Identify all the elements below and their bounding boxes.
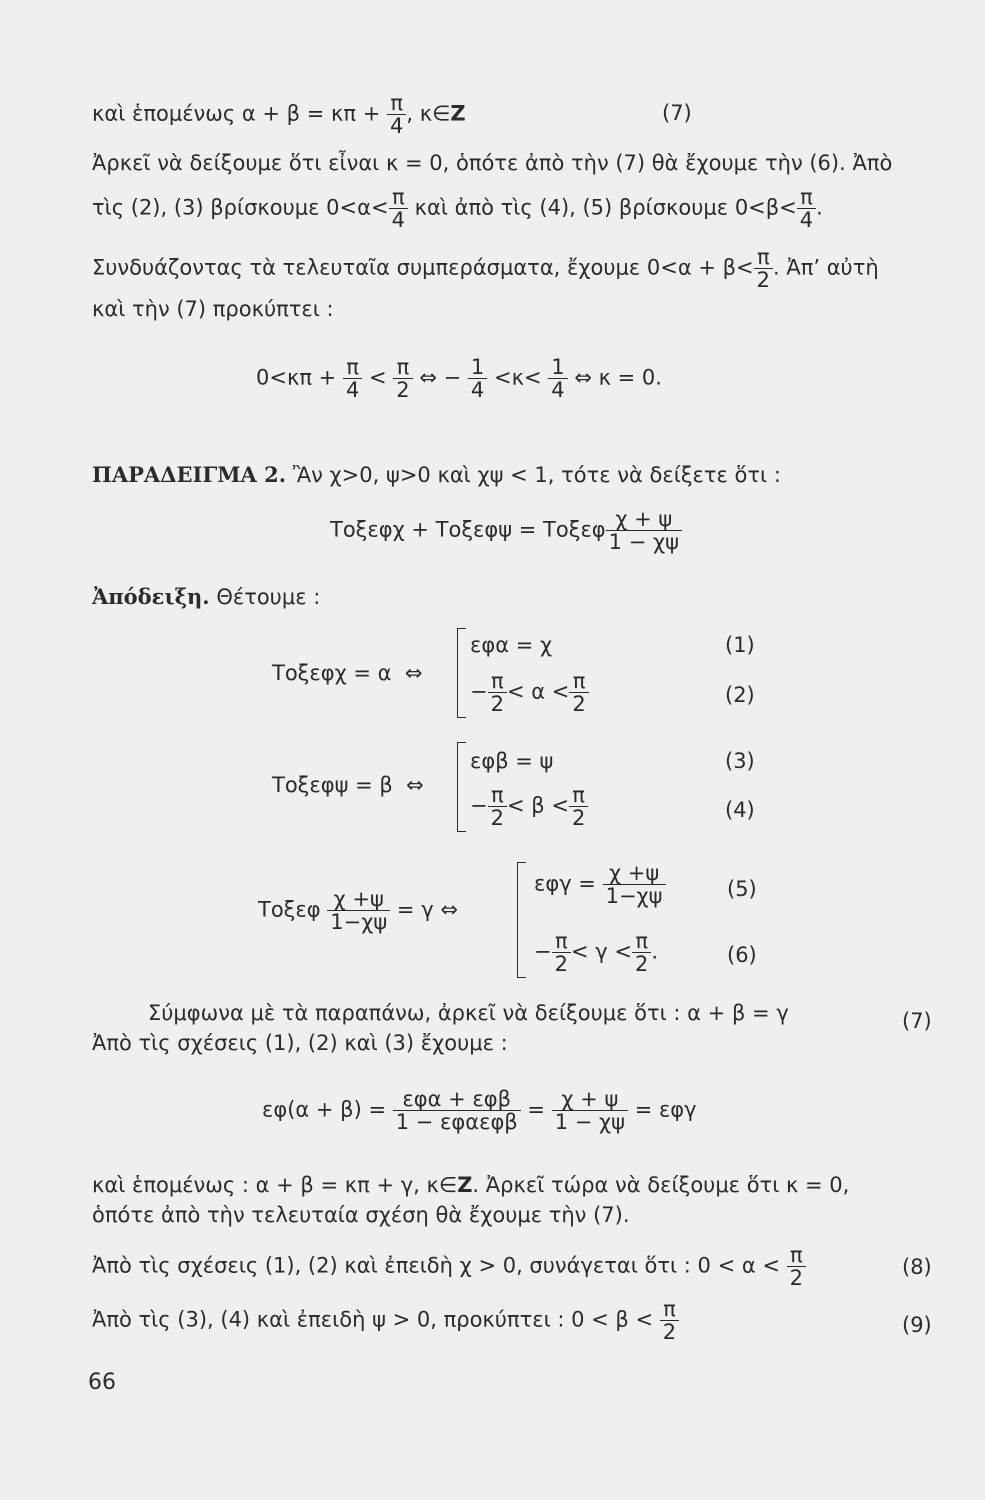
num: 1 (548, 356, 567, 379)
paragraph-line-3 (92, 1172, 849, 1198)
iff-symbol: ⇔ (404, 661, 423, 685)
num: π (343, 356, 362, 379)
fraction (603, 862, 666, 907)
text: Ἂν χ>0, ψ>0 καὶ χψ < 1, τότε νὰ δείξετε ὅτι : (292, 463, 781, 487)
text: = γ (396, 897, 434, 922)
calc-equation (262, 1088, 697, 1133)
den: 4 (799, 208, 814, 232)
text: καὶ ἑπομένως : α + β = κπ + γ, κ∈ (92, 1173, 458, 1197)
den: 2 (634, 952, 649, 976)
system-2-row-1: εφβ = ψ (470, 749, 554, 773)
display-equation-k-zero (256, 356, 662, 401)
left-brace (457, 742, 458, 832)
text: − (470, 793, 488, 818)
equation-number-4: (4) (725, 798, 755, 822)
text: . (651, 939, 659, 964)
num: π (488, 670, 507, 693)
line-2: Ἀρκεῖ νὰ δείξουμε ὅτι εἶναι κ = 0, ὁπότε ἀπὸ τὴν (7) θὰ ἔχουμε τὴν (6). Ἀπὸ (92, 151, 893, 175)
fraction (787, 1244, 806, 1289)
den: 2 (396, 378, 410, 402)
equation-number-3: (3) (725, 749, 755, 773)
den: 4 (345, 378, 360, 402)
paragraph-line-1: Σύμφωνα μὲ τὰ παραπάνω, ἀρκεῖ νὰ δείξουμε ὅτι : α + β = γ (148, 1001, 789, 1025)
proof-label: Ἀπόδειξη. (92, 584, 210, 609)
fraction (606, 508, 682, 553)
fraction (393, 1088, 521, 1133)
num: π (389, 186, 408, 209)
fraction-pi-4 (797, 186, 816, 231)
den: 1−χψ (605, 884, 663, 908)
text: Τοξεφψ = β (272, 773, 393, 797)
text: τὶς (2), (3) βρίσκουμε 0<α< (92, 195, 389, 220)
example-label: ΠΑΡΑΔΕΙΓΜΑ 2. (92, 462, 287, 487)
num: π (660, 1298, 679, 1321)
text: καὶ ἀπὸ τὶς (4), (5) βρίσκουμε 0<β< (407, 195, 797, 220)
den: 4 (390, 114, 404, 138)
num: π (754, 246, 773, 269)
equation-number-1: (1) (725, 633, 755, 657)
text: ⇔ − (419, 365, 462, 390)
num: χ +ψ (327, 888, 390, 911)
system-3-row-2 (534, 930, 658, 975)
text: < (369, 365, 387, 390)
iff-symbol: ⇔ (440, 897, 458, 922)
text: < β < (506, 793, 569, 818)
num: χ + ψ (606, 508, 682, 531)
den: 4 (470, 378, 485, 402)
text: Θέτουμε : (216, 585, 321, 609)
text: Ἀπὸ τὶς (3), (4) καὶ ἐπειδὴ ψ > 0, προκύπτει : 0 < β < (92, 1307, 654, 1332)
line-1 (92, 92, 466, 137)
proof-heading (92, 584, 320, 610)
page-number: 66 (88, 1370, 116, 1395)
fraction (343, 356, 362, 401)
equation-number-5: (5) (727, 877, 757, 901)
fraction (569, 670, 588, 715)
num: π (569, 784, 588, 807)
equation-number-8: (8) (902, 1255, 932, 1279)
text: < γ < (570, 939, 632, 964)
den: 4 (551, 378, 565, 402)
fraction (468, 356, 487, 401)
num: 1 (468, 356, 487, 379)
num: π (387, 92, 406, 115)
den: 1 − χψ (608, 530, 679, 554)
example-2-heading (92, 462, 781, 488)
system-1-lhs (272, 660, 422, 686)
line-4 (92, 246, 879, 291)
text: < α < (506, 679, 570, 704)
paragraph-line-4: ὁπότε ἀπὸ τὴν τελευταία σχέση θὰ ἔχουμε τὴν (7). (92, 1203, 630, 1227)
fraction-pi-4 (389, 186, 408, 231)
line-3 (92, 186, 823, 231)
text: . (816, 195, 823, 220)
num: εφα + εφβ (393, 1088, 521, 1111)
fraction (327, 888, 390, 933)
system-1-row-2 (470, 670, 589, 715)
fraction (569, 784, 588, 829)
num: χ +ψ (603, 862, 666, 885)
fraction (660, 1298, 679, 1343)
system-3-row-1 (534, 862, 666, 907)
equation-number-9: (9) (902, 1313, 932, 1337)
text: − (470, 679, 488, 704)
system-2-lhs (272, 772, 424, 798)
den: 2 (756, 268, 770, 292)
num: π (787, 1244, 806, 1267)
text: = εφγ (634, 1097, 697, 1122)
fraction (552, 930, 571, 975)
integers-symbol: Z (450, 101, 466, 126)
text: . Ἀρκεῖ τώρα νὰ δείξουμε ὅτι κ = 0, (472, 1173, 850, 1197)
system-1-row-1: εφα = χ (470, 633, 553, 657)
den: 2 (490, 806, 504, 830)
num: χ + ψ (552, 1088, 628, 1111)
fraction-pi-4 (387, 92, 406, 137)
integers-symbol: Z (457, 1173, 473, 1197)
text: Ἀπὸ τὶς σχέσεις (1), (2) καὶ ἐπειδὴ χ > 0, συνάγεται ὅτι : 0 < α < (92, 1253, 780, 1278)
text: = (527, 1097, 546, 1122)
text: Τοξεφχ = α (272, 661, 392, 685)
text: Τοξεφχ + Τοξεφψ = Τοξεφ (330, 517, 606, 542)
paragraph-line-2: Ἀπὸ τὶς σχέσεις (1), (2) καὶ (3) ἔχουμε : (92, 1031, 508, 1055)
fraction-pi-2 (754, 246, 773, 291)
fraction (552, 1088, 628, 1133)
num: π (552, 930, 571, 953)
fraction (488, 784, 507, 829)
num: π (797, 186, 816, 209)
text: , κ∈ (406, 101, 451, 126)
system-2-row-2 (470, 784, 588, 829)
den: 1−χψ (330, 910, 388, 934)
claim-equation (330, 508, 682, 553)
iff-symbol: ⇔ (406, 773, 424, 797)
paragraph-line-6 (92, 1298, 679, 1343)
line-5: καὶ τὴν (7) προκύπτει : (92, 297, 334, 321)
num: π (488, 784, 507, 807)
text: εφγ = (534, 871, 596, 896)
text: <κ< (493, 365, 542, 390)
text: . Ἀπ’ αὐτὴ (773, 255, 879, 280)
den: 2 (554, 952, 568, 976)
den: 2 (572, 692, 586, 716)
den: 2 (571, 806, 586, 830)
equation-number-2: (2) (725, 683, 755, 707)
paragraph-line-5 (92, 1244, 806, 1289)
text: ⇔ κ = 0. (574, 365, 662, 390)
fraction (488, 670, 507, 715)
text: εφ(α + β) = (262, 1097, 387, 1122)
den: 1 − χψ (554, 1110, 625, 1134)
num: π (632, 930, 651, 953)
den: 2 (490, 692, 504, 716)
den: 1 − εφαεφβ (395, 1110, 518, 1134)
equation-number-7b: (7) (902, 1009, 932, 1033)
text: καὶ ἑπομένως α + β = κπ + (92, 101, 381, 126)
num: π (393, 356, 412, 379)
text: Συνδυάζοντας τὰ τελευταῖα συμπεράσματα, ἔχουμε 0<α + β< (92, 255, 754, 280)
left-brace (457, 628, 458, 718)
fraction (393, 356, 412, 401)
fraction (632, 930, 651, 975)
den: 2 (662, 1320, 677, 1344)
system-3-lhs (258, 888, 458, 933)
text: − (534, 939, 552, 964)
equation-number-6: (6) (727, 943, 757, 967)
text: 0<κπ + (256, 365, 337, 390)
num: π (569, 670, 588, 693)
left-brace (517, 862, 518, 978)
equation-number-7: (7) (662, 101, 692, 125)
fraction (548, 356, 567, 401)
text: Τοξεφ (258, 897, 321, 922)
den: 4 (391, 208, 405, 232)
den: 2 (789, 1266, 804, 1290)
